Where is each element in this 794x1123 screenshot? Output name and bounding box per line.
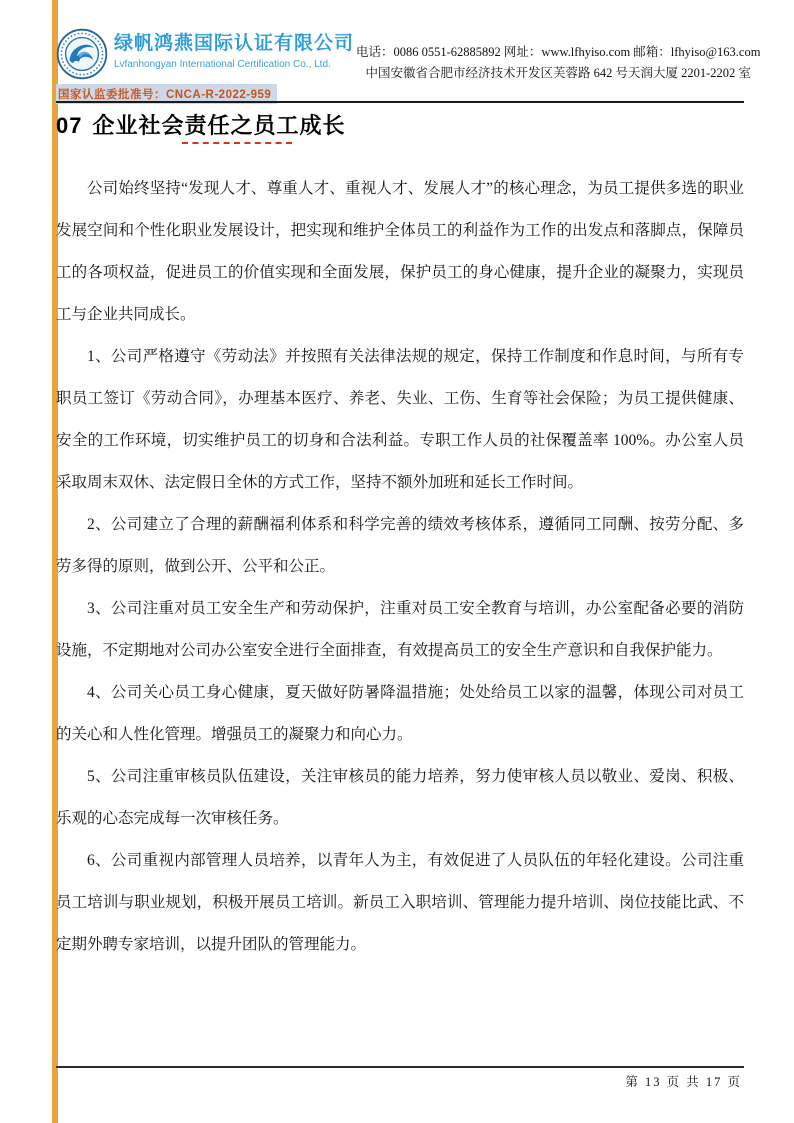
footer-divider [56, 1066, 744, 1068]
section-number: 07 [56, 113, 83, 138]
paragraph: 4、公司关心员工身心健康，夏天做好防暑降温措施；处处给员工以家的温馨，体现公司对员工的关心和人性化管理。增强员工的凝聚力和向心力。 [56, 684, 744, 743]
paragraph: 3、公司注重对员工安全生产和劳动保护，注重对员工安全教育与培训，办公室配备必要的消防设施，不定期地对公司办公室安全进行全面排查，有效提高员工的安全生产意识和自我保护能力。 [56, 600, 744, 659]
paragraph: 5、公司注重审核员队伍建设，关注审核员的能力培养，努力使审核人员以敬业、爱岗、积极、乐观的心态完成每一次审核任务。 [56, 768, 744, 827]
page-number-indicator: 第 13 页 共 17 页 [625, 1075, 742, 1089]
company-logo-icon [56, 28, 108, 80]
contact-line-2: 中国安徽省合肥市经济技术开发区芙蓉路 642 号天润大厦 2201-2202 室 [365, 66, 751, 80]
paragraph: 1、公司严格遵守《劳动法》并按照有关法律法规的规定，保持工作制度和作息时间，与所有专职员工签订《劳动合同》，办理基本医疗、养老、失业、工伤、生育等社会保险；为员工提供健康、安全的工作环境，切实维护员工的切身和合法利益。专职工作人员的社保覆盖率 100%。办公室人员采取周末双休、法定假日全休的方式工作，坚持不额外加班和延长工作时间。 [56, 348, 744, 491]
header-contact-block [356, 28, 760, 84]
company-name-en: Lvfanhongyan International Certification Co., Ltd. [114, 59, 331, 70]
paragraph: 6、公司重视内部管理人员培养，以青年人为主，有效促进了人员队伍的年轻化建设。公司注重员工培训与职业规划，积极开展员工培训。新员工入职培训、管理能力提升培训、岗位技能比武、不定期外聘专家培训，以提升团队的管理能力。 [56, 852, 744, 953]
contact-line-1: 电话：0086 0551-62885892 网址：www.lfhyiso.com 邮箱：lfhyiso@163.com [356, 45, 761, 59]
approval-number: 国家认监委批准号：CNCA-R-2022-959 [56, 84, 277, 104]
page-header [56, 28, 761, 104]
paragraph: 2、公司建立了合理的薪酬福利体系和科学完善的绩效考核体系，遵循同工同酬、按劳分配、多劳多得的原则，做到公开、公平和公正。 [56, 516, 744, 575]
header-brand-block [56, 28, 356, 104]
document-body [56, 168, 744, 966]
section-title [56, 109, 346, 140]
header-divider [56, 101, 744, 103]
company-name-cn: 绿帆鸿燕国际认证有限公司 [114, 33, 355, 54]
section-title-text: 企业社会责任之员工成长 [92, 109, 345, 140]
paragraph: 公司始终坚持“发现人才、尊重人才、重视人才、发展人才”的核心理念，为员工提供多选的职业发展空间和个性化职业发展设计，把实现和维护全体员工的利益作为工作的出发点和落脚点，保障员工的各项权益，促进员工的价值实现和全面发展，保护员工的身心健康，提升企业的凝聚力，实现员工与企业共同成长。 [56, 180, 744, 323]
